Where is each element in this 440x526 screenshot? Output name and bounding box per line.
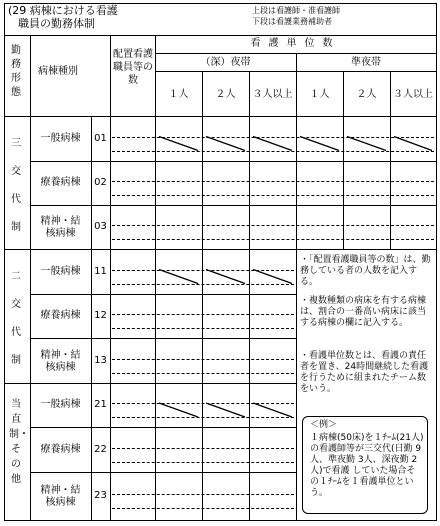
diagonal-slash — [253, 270, 292, 284]
col-header-persons: １人 — [309, 89, 330, 100]
diagonal-slash — [253, 137, 292, 151]
diagonal-slash — [159, 137, 198, 151]
ward-name: 療養病棟 — [40, 310, 81, 321]
col-header-persons: ２人 — [356, 89, 377, 100]
ward-name: 精神・結核病棟 — [40, 216, 81, 239]
ward-name: 精神・結核病棟 — [40, 485, 81, 508]
ward-code: 11 — [94, 265, 107, 277]
col-header-unit-count: 看護単位数 — [250, 38, 341, 49]
ward-name: 一般病棟 — [40, 399, 81, 410]
col-header-staff-count: 配置看護職員等の数 — [113, 49, 153, 86]
ward-code: 03 — [94, 221, 107, 232]
col-header-persons: ３人以上 — [252, 89, 293, 100]
diagonal-slash — [394, 137, 432, 151]
shift-group-label: 当直制・その他 — [9, 399, 29, 485]
ward-code: 23 — [94, 490, 107, 501]
ward-code: 01 — [94, 132, 107, 144]
form-title-line1: (29 病棟における看護 — [8, 4, 118, 17]
ward-code: 21 — [94, 399, 107, 410]
notes-left-rule — [296, 249, 297, 520]
col-header-semi-night: 準夜帯 — [351, 57, 381, 68]
ward-name: 療養病棟 — [40, 443, 81, 455]
diagonal-slash — [159, 403, 198, 417]
diagonal-slash — [206, 137, 245, 151]
ward-name: 一般病棟 — [40, 265, 81, 277]
shift-group-label: 三交代制 — [11, 138, 21, 233]
ward-code: 13 — [94, 354, 107, 366]
col-header-persons: ２人 — [215, 89, 236, 100]
diagonal-slash — [300, 137, 339, 151]
col-header-shift-type: 勤務形態 — [11, 45, 21, 98]
ward-name: 一般病棟 — [40, 132, 81, 144]
diagonal-slash — [159, 270, 198, 284]
ward-code: 12 — [94, 310, 107, 321]
diagonal-slash — [253, 403, 292, 417]
diagonal-slash — [206, 270, 245, 284]
note-staff-count: ・「配置看護職員等の数」は、勤務している者の人数を記入する。 — [300, 255, 431, 287]
col-header-ward-type: 病棟種別 — [38, 66, 78, 77]
example-body: １病棟(50床)を１ﾁｰﾑ(21人)の看護師等が三交代(日勤 9人、準夜勤 3人、深夜勤 2人)で看護 していた場合その１ﾁｰﾑを１看護単位という。 — [310, 433, 424, 498]
diagonal-slash — [206, 403, 245, 417]
note-mixed-beds: ・複数種類の病床を有する病棟は、割合の一番高い病床に該当する病棟の欄に記入する。 — [300, 296, 427, 328]
diagonal-slash — [347, 137, 386, 151]
ward-code: 22 — [94, 443, 107, 455]
ward-name: 療養病棟 — [40, 177, 81, 188]
ward-code: 02 — [94, 177, 107, 188]
col-header-persons: ３人以上 — [393, 89, 433, 100]
legend-upper: 上段は看護師・准看護師 — [252, 6, 340, 15]
shift-group-label: 二交代制 — [11, 271, 21, 366]
form-title-line2: 職員の勤務体制 — [18, 17, 95, 30]
note-unit-definition: ・看護単位数とは、看護の責任者を置き、24時間継続した看護を行うために組まれたチーム数をいう。 — [300, 351, 429, 394]
legend-lower: 下段は看護業務補助者 — [252, 17, 332, 26]
ward-name: 精神・結核病棟 — [40, 349, 81, 373]
example-title: ＜例＞ — [310, 420, 338, 430]
col-header-persons: １人 — [168, 89, 189, 100]
col-header-night: （深）夜帯 — [200, 57, 251, 68]
